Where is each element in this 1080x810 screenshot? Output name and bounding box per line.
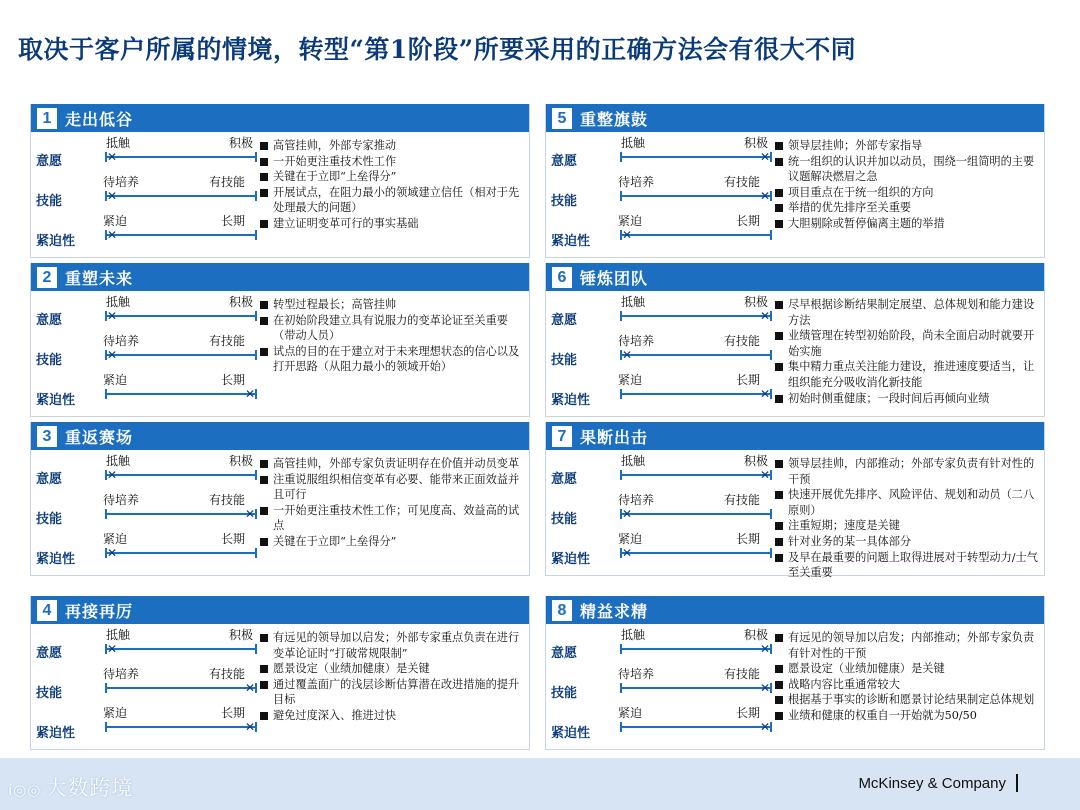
- dimension-scales: [31, 131, 261, 257]
- scale-tick: [105, 722, 107, 732]
- scale-axis: [106, 228, 256, 242]
- scale-right-label: 积极: [743, 295, 768, 309]
- scale-axis: [106, 642, 256, 656]
- scale-marker: ✕: [244, 720, 256, 734]
- approach-list: [774, 297, 1042, 406]
- list-item: 集中精力重点关注能力建设，推进速度要适当，让组织能充分吸收消化新技能: [774, 359, 1042, 390]
- scale-right-label: 积极: [228, 454, 253, 468]
- panel-number: 3: [37, 426, 57, 447]
- list-item: 项目重点在于统一组织的方向: [774, 185, 1042, 201]
- panel-header: [31, 104, 529, 132]
- scale-right-label: 有技能: [723, 667, 760, 681]
- scale-label: 技能: [36, 353, 63, 368]
- scale-label: 意愿: [36, 472, 63, 487]
- scale-label: 紧迫性: [551, 393, 591, 408]
- scale-label: 技能: [36, 512, 63, 527]
- list-item: 业绩管理在转型初始阶段，尚未全面启动时就要开始实施: [774, 328, 1042, 359]
- scale-marker: ✕: [759, 309, 771, 323]
- scale-axis: [621, 681, 771, 695]
- panel-title: 重返赛场: [65, 428, 134, 447]
- list-item: 一开始更注重技术性工作；可见度高、效益高的试点: [259, 503, 527, 534]
- scale-marker: ✕: [621, 348, 633, 362]
- panel-title: 重整旗鼓: [580, 110, 649, 129]
- scale-marker: ✕: [106, 150, 118, 164]
- panel-title: 果断出击: [580, 428, 649, 447]
- scale-urgency: [546, 704, 776, 742]
- panel-number: 8: [552, 600, 572, 621]
- approach-list: [259, 456, 527, 550]
- list-item: 通过覆盖面广的浅层诊断估算潜在改进措施的提升目标: [259, 677, 527, 708]
- scale-skills: [31, 491, 261, 529]
- scale-label: 紧迫性: [36, 393, 76, 408]
- scale-left-label: 紧迫: [103, 214, 128, 228]
- list-item: 一开始更注重技术性工作: [259, 154, 527, 170]
- scale-left-label: 抵触: [106, 628, 131, 642]
- scale-axis: [106, 468, 256, 482]
- scale-right-label: 长期: [220, 706, 245, 720]
- scale-urgency: [31, 704, 261, 742]
- scale-axis: [621, 507, 771, 521]
- scale-marker: ✕: [759, 468, 771, 482]
- scale-urgency: [546, 212, 776, 250]
- scale-label: 技能: [551, 512, 578, 527]
- scale-left-label: 紧迫: [618, 373, 643, 387]
- scenario-panel-4: [30, 596, 530, 750]
- scale-left-label: 待培养: [618, 175, 655, 189]
- scale-label: 技能: [551, 194, 578, 209]
- list-item: 尽早根据诊断结果制定展望、总体规划和能力建设方法: [774, 297, 1042, 328]
- scale-tick: [255, 230, 257, 240]
- scale-willingness: [546, 626, 776, 664]
- scale-tick: [255, 470, 257, 480]
- panel-number: 1: [37, 108, 57, 129]
- scale-tick: [770, 548, 772, 558]
- scenario-panel-5: [545, 104, 1045, 258]
- scale-label: 意愿: [36, 646, 63, 661]
- scale-willingness: [31, 134, 261, 172]
- list-item: 关键在于立即“上垒得分”: [259, 534, 527, 550]
- scale-right-label: 有技能: [723, 334, 760, 348]
- footer-bar: [0, 758, 1080, 810]
- scale-willingness: [546, 134, 776, 172]
- scale-right-label: 积极: [743, 628, 768, 642]
- scale-left-label: 待培养: [618, 667, 655, 681]
- scale-skills: [546, 491, 776, 529]
- dimension-scales: [31, 623, 261, 749]
- approach-list: [774, 138, 1042, 232]
- scale-tick: [105, 389, 107, 399]
- list-item: 及早在最重要的问题上取得进展对于转型动力/士气至关重要: [774, 550, 1042, 581]
- list-item: 针对业务的某一具体部分: [774, 534, 1042, 550]
- list-item: 开展试点，在阻力最小的领域建立信任（相对于先处理最大的问题）: [259, 185, 527, 216]
- scale-axis: [106, 546, 256, 560]
- scale-tick: [620, 722, 622, 732]
- list-item: 战略内容比重通常较大: [774, 677, 1042, 693]
- list-item: 领导层挂帅，内部推动；外部专家负责有针对性的干预: [774, 456, 1042, 487]
- scenario-panel-8: [545, 596, 1045, 750]
- panel-title: 精益求精: [580, 602, 649, 621]
- scale-willingness: [546, 452, 776, 490]
- list-item: 领导层挂帅；外部专家指导: [774, 138, 1042, 154]
- scale-marker: ✕: [759, 189, 771, 203]
- scale-right-label: 积极: [228, 295, 253, 309]
- scale-right-label: 长期: [735, 706, 760, 720]
- scale-tick: [255, 152, 257, 162]
- panel-header: [546, 596, 1044, 624]
- scale-axis: [621, 642, 771, 656]
- list-item: 高管挂帅，外部专家推动: [259, 138, 527, 154]
- scale-tick: [770, 509, 772, 519]
- watermark-logo-icon: i◎◎: [8, 781, 42, 799]
- scale-willingness: [31, 626, 261, 664]
- scale-marker: ✕: [106, 642, 118, 656]
- scale-urgency: [546, 371, 776, 409]
- approach-list: [774, 630, 1042, 724]
- scale-right-label: 有技能: [208, 175, 245, 189]
- scale-axis: [621, 228, 771, 242]
- scale-marker: ✕: [759, 681, 771, 695]
- scale-axis: [621, 546, 771, 560]
- scale-right-label: 长期: [735, 373, 760, 387]
- scale-axis: [106, 348, 256, 362]
- scale-tick: [255, 548, 257, 558]
- scale-left-label: 待培养: [618, 493, 655, 507]
- scale-axis: [106, 681, 256, 695]
- list-item: 试点的目的在于建立对于未来理想状态的信心以及打开思路（从阻力最小的领域开始）: [259, 344, 527, 375]
- scale-left-label: 待培养: [103, 175, 140, 189]
- approach-list: [259, 297, 527, 375]
- scale-axis: [621, 189, 771, 203]
- scale-label: 技能: [36, 686, 63, 701]
- scale-right-label: 有技能: [723, 493, 760, 507]
- scale-urgency: [31, 371, 261, 409]
- scale-axis: [106, 189, 256, 203]
- list-item: 有远见的领导加以启发；内部推动；外部专家负责有针对性的干预: [774, 630, 1042, 661]
- scale-marker: ✕: [106, 546, 118, 560]
- panel-header: [546, 263, 1044, 291]
- scale-tick: [770, 230, 772, 240]
- scale-tick: [255, 644, 257, 654]
- panel-header: [31, 596, 529, 624]
- approach-list: [259, 630, 527, 724]
- list-item: 建立证明变革可行的事实基础: [259, 216, 527, 232]
- scale-axis: [106, 720, 256, 734]
- approach-list: [774, 456, 1042, 581]
- watermark-text: 大数跨境: [45, 776, 134, 800]
- scale-marker: ✕: [759, 387, 771, 401]
- watermark: [8, 772, 133, 802]
- panel-header: [546, 104, 1044, 132]
- scale-axis: [621, 720, 771, 734]
- scale-axis: [621, 150, 771, 164]
- scale-tick: [620, 683, 622, 693]
- dimension-scales: [546, 449, 776, 575]
- scale-marker: ✕: [759, 720, 771, 734]
- scale-label: 技能: [36, 194, 63, 209]
- scenario-panel-1: [30, 104, 530, 258]
- dimension-scales: [31, 449, 261, 575]
- scale-axis: [106, 309, 256, 323]
- scale-axis: [106, 150, 256, 164]
- scale-label: 紧迫性: [36, 234, 76, 249]
- scale-tick: [620, 191, 622, 201]
- scale-marker: ✕: [621, 228, 633, 242]
- list-item: 注重短期；速度是关键: [774, 518, 1042, 534]
- scale-left-label: 紧迫: [618, 706, 643, 720]
- scale-urgency: [546, 530, 776, 568]
- list-item: 高管挂帅，外部专家负责证明存在价值并动员变革: [259, 456, 527, 472]
- scale-skills: [546, 665, 776, 703]
- scale-marker: ✕: [621, 507, 633, 521]
- scale-tick: [620, 311, 622, 321]
- scale-tick: [255, 311, 257, 321]
- list-item: 愿景设定（业绩加健康）是关键: [259, 661, 527, 677]
- scale-right-label: 积极: [228, 628, 253, 642]
- list-item: 初始时侧重健康；一段时间后再倾向业绩: [774, 391, 1042, 407]
- list-item: 转型过程最长；高管挂帅: [259, 297, 527, 313]
- scale-left-label: 紧迫: [618, 214, 643, 228]
- scale-label: 紧迫性: [551, 552, 591, 567]
- list-item: 避免过度深入、推进过快: [259, 708, 527, 724]
- list-item: 在初始阶段建立具有说服力的变革论证至关重要（带动人员）: [259, 313, 527, 344]
- scale-label: 技能: [551, 353, 578, 368]
- dimension-scales: [31, 290, 261, 416]
- list-item: 有远见的领导加以启发；外部专家重点负责在进行变革论证时“打破常规限制”: [259, 630, 527, 661]
- page-title: 取决于客户所属的情境，转型“第1阶段”所要采用的正确方法会有很大不同: [18, 35, 857, 64]
- scale-willingness: [31, 293, 261, 331]
- panel-number: 6: [552, 267, 572, 288]
- scale-right-label: 长期: [220, 532, 245, 546]
- scale-marker: ✕: [106, 468, 118, 482]
- list-item: 大胆剔除或暂停偏离主题的举措: [774, 216, 1042, 232]
- scale-left-label: 抵触: [621, 295, 646, 309]
- scale-axis: [621, 387, 771, 401]
- scale-left-label: 紧迫: [103, 706, 128, 720]
- list-item: 统一组织的认识并加以动员，围绕一组简明的主要议题解决燃眉之急: [774, 154, 1042, 185]
- scale-marker: ✕: [759, 150, 771, 164]
- scale-axis: [106, 387, 256, 401]
- scale-marker: ✕: [106, 228, 118, 242]
- scale-tick: [105, 683, 107, 693]
- scale-right-label: 长期: [220, 214, 245, 228]
- scale-marker: ✕: [244, 387, 256, 401]
- scale-skills: [31, 173, 261, 211]
- scale-tick: [255, 350, 257, 360]
- dimension-scales: [546, 623, 776, 749]
- scale-label: 技能: [551, 686, 578, 701]
- list-item: 快速开展优先排序、风险评估、规划和动员（二八原则）: [774, 487, 1042, 518]
- scale-label: 意愿: [36, 313, 63, 328]
- panel-number: 2: [37, 267, 57, 288]
- scenario-panel-2: [30, 263, 530, 417]
- scale-left-label: 待培养: [618, 334, 655, 348]
- scale-skills: [31, 665, 261, 703]
- scale-tick: [620, 644, 622, 654]
- scale-tick: [255, 191, 257, 201]
- panel-title: 重塑未来: [65, 269, 134, 288]
- scale-marker: ✕: [759, 642, 771, 656]
- panel-number: 4: [37, 600, 57, 621]
- list-item: 业绩和健康的权重自一开始就为50/50: [774, 708, 1042, 724]
- scale-axis: [621, 309, 771, 323]
- scale-right-label: 有技能: [723, 175, 760, 189]
- scale-right-label: 积极: [743, 454, 768, 468]
- scale-label: 意愿: [551, 154, 578, 169]
- scale-willingness: [31, 452, 261, 490]
- list-item: 关键在于立即“上垒得分”: [259, 169, 527, 185]
- scale-urgency: [31, 530, 261, 568]
- scale-axis: [621, 468, 771, 482]
- list-item: 根据基于事实的诊断和愿景讨论结果制定总体规划: [774, 692, 1042, 708]
- panel-number: 5: [552, 108, 572, 129]
- scale-left-label: 抵触: [621, 628, 646, 642]
- scale-skills: [31, 332, 261, 370]
- scale-right-label: 长期: [735, 532, 760, 546]
- scale-skills: [546, 173, 776, 211]
- scale-tick: [770, 350, 772, 360]
- scale-willingness: [546, 293, 776, 331]
- panel-header: [31, 263, 529, 291]
- scale-right-label: 长期: [220, 373, 245, 387]
- scale-right-label: 有技能: [208, 334, 245, 348]
- brand-name: McKinsey & Company: [858, 775, 1006, 792]
- scale-marker: ✕: [244, 681, 256, 695]
- scale-label: 意愿: [551, 472, 578, 487]
- panel-title: 锤炼团队: [580, 269, 649, 288]
- scale-left-label: 抵触: [106, 136, 131, 150]
- scenario-panel-6: [545, 263, 1045, 417]
- scale-marker: ✕: [244, 507, 256, 521]
- scale-right-label: 有技能: [208, 493, 245, 507]
- scale-axis: [106, 507, 256, 521]
- scale-left-label: 紧迫: [103, 532, 128, 546]
- scale-label: 意愿: [36, 154, 63, 169]
- approach-list: [259, 138, 527, 232]
- scale-label: 紧迫性: [36, 726, 76, 741]
- scale-label: 紧迫性: [36, 552, 76, 567]
- panel-header: [31, 422, 529, 450]
- scale-left-label: 抵触: [621, 454, 646, 468]
- scale-skills: [546, 332, 776, 370]
- scale-left-label: 抵触: [106, 295, 131, 309]
- scale-tick: [620, 389, 622, 399]
- scale-left-label: 待培养: [103, 493, 140, 507]
- dimension-scales: [546, 131, 776, 257]
- scale-right-label: 积极: [743, 136, 768, 150]
- list-item: 愿景设定（业绩加健康）是关键: [774, 661, 1042, 677]
- scale-left-label: 紧迫: [618, 532, 643, 546]
- scale-marker: ✕: [621, 546, 633, 560]
- scale-right-label: 积极: [228, 136, 253, 150]
- dimension-scales: [546, 290, 776, 416]
- scale-label: 紧迫性: [551, 234, 591, 249]
- list-item: 举措的优先排序至关重要: [774, 200, 1042, 216]
- scale-tick: [105, 509, 107, 519]
- scale-tick: [620, 152, 622, 162]
- scale-left-label: 抵触: [106, 454, 131, 468]
- scale-left-label: 紧迫: [103, 373, 128, 387]
- scale-right-label: 长期: [735, 214, 760, 228]
- scale-label: 意愿: [551, 313, 578, 328]
- scale-marker: ✕: [106, 189, 118, 203]
- scale-left-label: 待培养: [103, 334, 140, 348]
- panel-title: 再接再厉: [65, 602, 134, 621]
- scale-tick: [620, 470, 622, 480]
- scenario-panel-3: [30, 422, 530, 576]
- scale-label: 意愿: [551, 646, 578, 661]
- scale-left-label: 待培养: [103, 667, 140, 681]
- scale-left-label: 抵触: [621, 136, 646, 150]
- scale-marker: ✕: [106, 309, 118, 323]
- scale-axis: [621, 348, 771, 362]
- scale-urgency: [31, 212, 261, 250]
- scale-label: 紧迫性: [551, 726, 591, 741]
- list-item: 注重说服组织相信变革有必要、能带来正面效益并且可行: [259, 472, 527, 503]
- scale-right-label: 有技能: [208, 667, 245, 681]
- scale-marker: ✕: [106, 348, 118, 362]
- brand-divider: [1016, 774, 1018, 792]
- panel-title: 走出低谷: [65, 110, 134, 129]
- panel-header: [546, 422, 1044, 450]
- scenario-panel-7: [545, 422, 1045, 580]
- panel-number: 7: [552, 426, 572, 447]
